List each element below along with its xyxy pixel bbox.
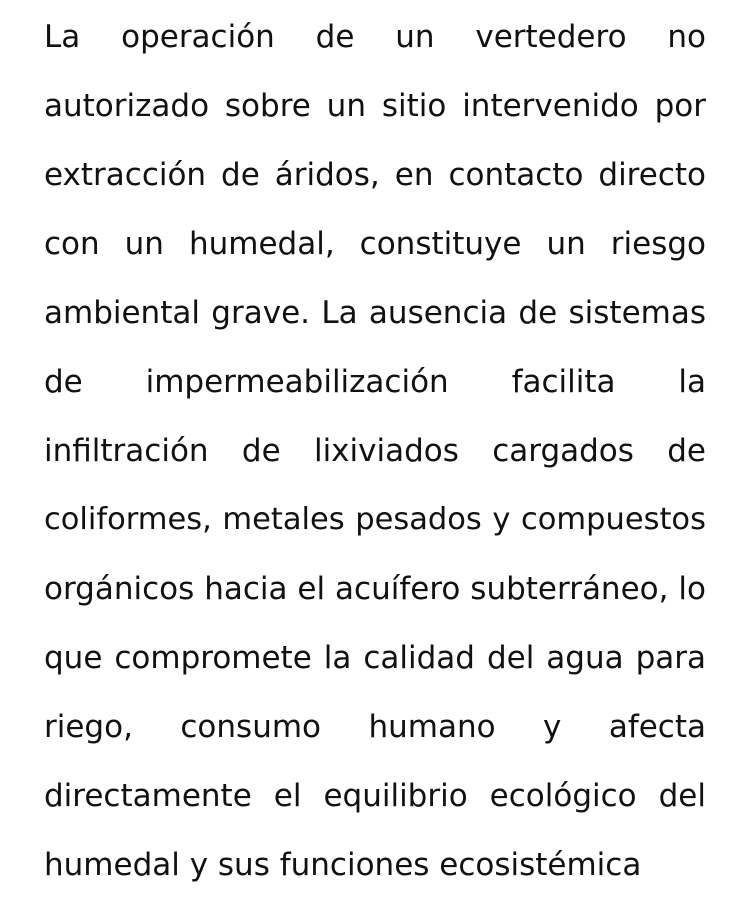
paragraph-line-9: orgánicos hacia el acuífero subterráneo, lo <box>44 571 706 607</box>
paragraph-line-6: de impermeabilización facilita la <box>44 364 706 400</box>
paragraph-line-1: La operación de un vertedero no <box>44 19 706 55</box>
paragraph-line-7: infiltración de lixiviados cargados de <box>44 433 706 469</box>
paragraph-line-2: autorizado sobre un sitio intervenido por <box>44 88 706 124</box>
paragraph-line-11: riego, consumo humano y afecta <box>44 709 706 745</box>
paragraph-line-8: coliformes, metales pesados y compuestos <box>44 502 706 537</box>
paragraph-line-3: extracción de áridos, en contacto directo <box>44 157 706 193</box>
paragraph-line-13: humedal y sus funciones ecosistémica <box>44 847 642 883</box>
paragraph-line-10: que compromete la calidad del agua para <box>44 640 706 676</box>
paragraph-line-12: directamente el equilibrio ecológico del <box>44 778 706 814</box>
paragraph-line-4: con un humedal, constituye un riesgo <box>44 226 706 262</box>
paragraph-line-5: ambiental grave. La ausencia de sistemas <box>44 295 706 331</box>
document-paragraph <box>44 12 706 909</box>
